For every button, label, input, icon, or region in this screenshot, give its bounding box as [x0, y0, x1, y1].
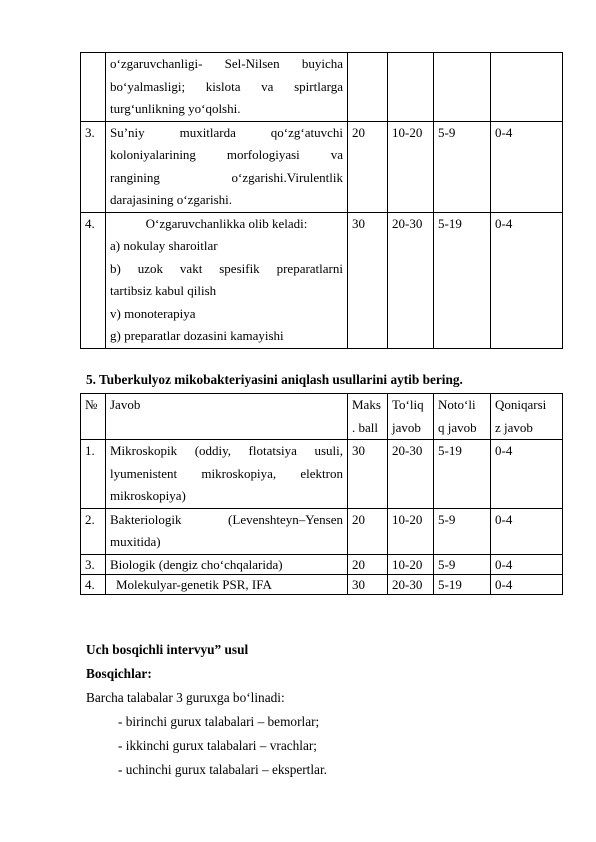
criteria-table-continued	[80, 52, 563, 349]
methods-table	[80, 393, 563, 595]
full-answer-cell: 20-30	[388, 574, 434, 594]
intro-text: Barcha talabalar 3 guruxga bo‘linadi:	[86, 690, 285, 705]
group-item: - uchinchi gurux talabalari – ekspertlar.	[118, 762, 327, 777]
header-number: №	[81, 394, 106, 440]
unsatisfactory-cell: 0-4	[491, 508, 563, 554]
answer-cell	[106, 53, 348, 122]
answer-line: b) uzok vakt spesifik preparatlarni	[110, 260, 343, 276]
unsatisfactory-cell: 0-4	[491, 574, 563, 594]
stages-label: Bosqichlar:	[86, 666, 152, 681]
answer-cell	[106, 440, 348, 509]
table-header-row	[81, 394, 563, 440]
header-answer: Javob	[106, 394, 348, 440]
header-line: Noto‘li	[438, 397, 476, 412]
full-answer-cell: 10-20	[388, 508, 434, 554]
answer-line: g) preparatlar dozasini kamayishi	[110, 328, 284, 343]
answer-line: O‘zgaruvchanlikka olib keladi:	[145, 215, 308, 231]
answer-line: Molekulyar-genetik PSR, IFA	[116, 576, 272, 592]
partial-answer-cell	[434, 53, 491, 122]
answer-line: Biologik (dengiz cho‘chqalarida)	[110, 556, 283, 572]
answer-line: rangining o‘zgarishi.Virulentlik	[110, 169, 343, 185]
max-score-cell: 30	[348, 440, 388, 509]
answer-cell	[106, 574, 348, 594]
header-line: Maks	[352, 397, 381, 412]
answer-line: o‘zgaruvchanligi- Sel-Nilsen buyicha	[110, 56, 343, 71]
answer-line: koloniyalarining morfologiyasi va	[110, 147, 343, 162]
row-number	[81, 53, 106, 122]
row-number: 3.	[81, 554, 106, 574]
group-item: - birinchi gurux talabalari – bemorlar;	[118, 714, 320, 729]
table-row	[81, 574, 563, 594]
partial-answer-cell: 5-9	[434, 121, 491, 212]
max-score-cell: 30	[348, 212, 388, 348]
full-answer-cell	[388, 53, 434, 122]
answer-line: a) nokulay sharoitlar	[110, 238, 218, 253]
header-line: Qoniqarsi	[495, 397, 547, 412]
row-number: 1.	[81, 440, 106, 509]
answer-line: lyumenistent mikroskopiya, elektron	[110, 465, 343, 481]
partial-answer-cell: 5-19	[434, 212, 491, 348]
max-score-cell: 30	[348, 574, 388, 594]
answer-line: Bakteriologik (Levenshteyn–Yensen	[110, 511, 343, 527]
partial-answer-cell: 5-9	[434, 554, 491, 574]
row-number: 4.	[81, 212, 106, 348]
header-partial-answer	[434, 394, 491, 440]
header-max-score	[348, 394, 388, 440]
full-answer-cell: 10-20	[388, 121, 434, 212]
answer-line: darajasining o‘zgarishi.	[110, 192, 233, 207]
header-line: q javob	[438, 419, 477, 435]
header-line: z javob	[495, 419, 533, 435]
answer-cell	[106, 554, 348, 574]
unsatisfactory-cell: 0-4	[491, 440, 563, 509]
answer-line: bo‘yalmasligi; kislota va spirtlarga	[110, 78, 343, 94]
answer-line: Su’niy muxitlarda qo‘zg‘atuvchi	[110, 124, 343, 140]
table-row	[81, 508, 563, 554]
answer-cell	[106, 508, 348, 554]
header-full-answer	[388, 394, 434, 440]
max-score-cell: 20	[348, 121, 388, 212]
max-score-cell	[348, 53, 388, 122]
answer-line: Mikroskopik (oddiy, flotatsiya usuli,	[110, 443, 343, 458]
header-line: . ball	[352, 419, 378, 435]
answer-cell	[106, 121, 348, 212]
header-line: To‘liq	[392, 397, 424, 412]
full-answer-cell: 10-20	[388, 554, 434, 574]
partial-answer-cell: 5-19	[434, 574, 491, 594]
unsatisfactory-cell: 0-4	[491, 554, 563, 574]
header-unsatisfactory	[491, 394, 563, 440]
full-answer-cell: 20-30	[388, 440, 434, 509]
section-heading: 5. Tuberkulyoz mikobakteriyasini aniqlash usullarini aytib bering.	[86, 372, 463, 387]
unsatisfactory-cell	[491, 53, 563, 122]
max-score-cell: 20	[348, 508, 388, 554]
table-row	[81, 53, 563, 122]
table-row	[81, 212, 563, 348]
method-title: Uch bosqichli intervyu” usul	[86, 642, 249, 657]
answer-cell	[106, 212, 348, 348]
table-row	[81, 121, 563, 212]
unsatisfactory-cell: 0-4	[491, 212, 563, 348]
group-item: - ikkinchi gurux talabalari – vrachlar;	[118, 738, 318, 753]
max-score-cell: 20	[348, 554, 388, 574]
header-line: javob	[392, 419, 421, 435]
unsatisfactory-cell: 0-4	[491, 121, 563, 212]
partial-answer-cell: 5-9	[434, 508, 491, 554]
partial-answer-cell: 5-19	[434, 440, 491, 509]
table-row	[81, 440, 563, 509]
answer-line: muxitida)	[110, 534, 161, 549]
answer-line: tartibsiz kabul qilish	[110, 283, 217, 298]
row-number: 4.	[81, 574, 106, 594]
row-number: 3.	[81, 121, 106, 212]
full-answer-cell: 20-30	[388, 212, 434, 348]
answer-line: v) monoterapiya	[110, 305, 196, 321]
table-row	[81, 554, 563, 574]
answer-line: mikroskopiya)	[110, 488, 186, 503]
answer-line: turg‘unlikning yo‘qolshi.	[110, 101, 241, 116]
row-number: 2.	[81, 508, 106, 554]
